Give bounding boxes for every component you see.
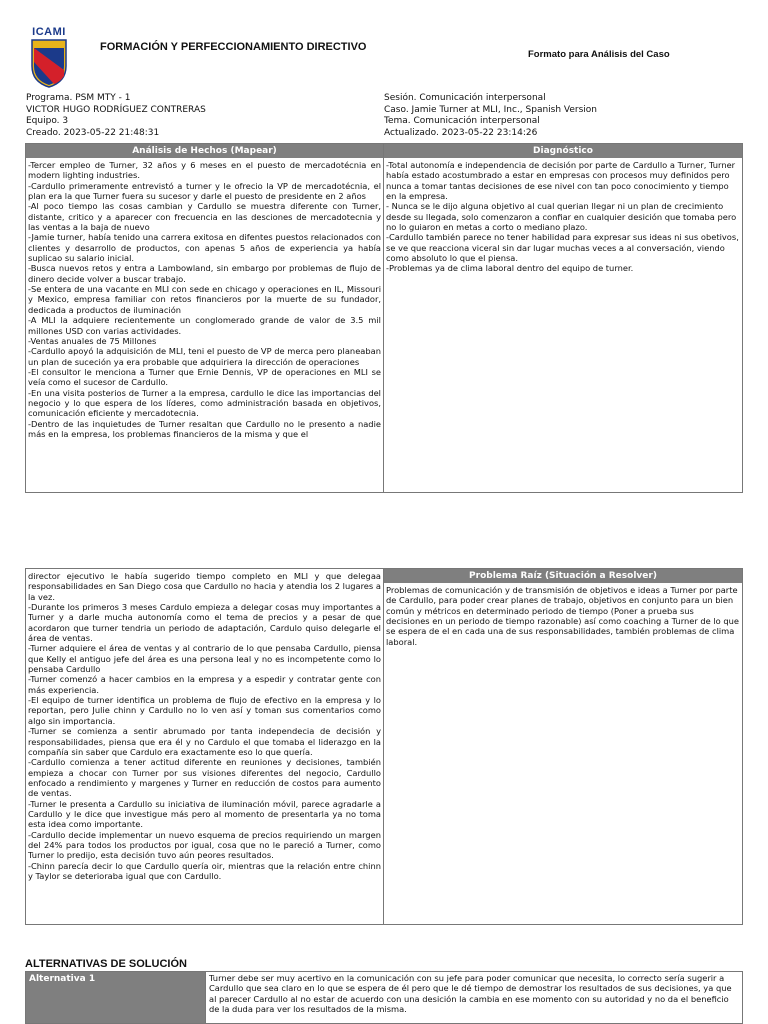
diagnostico-text [384,158,742,274]
meta-left [26,93,206,139]
meta-actualizado: Actualizado. 2023-05-22 23:14:26 [384,127,538,138]
hecho-item: -Jamie turner, había tenido una carrera exitosa en difentes puestos relacionados con clientes y desarrollo de productos, con apenas 5 años de experiencia ya había suplicao su salario inicial. [28,232,381,264]
problema-text: Problemas de comunicación y de transmisión de objetivos e ideas a Turner por parte de Cardullo, para poder crear planes de trabajo, objetivos en conjunto para un bien común y métricos en determinado periodo de tiempo (Poner a prueba sus decisiones en un periodo de tiempo razonable) así como coaching a Turner de lo que se espera de el en cada una de sus responsabilidades, también problemas de clima laboral. [386,585,740,647]
meta-sesion: Sesión. Comunicación interpersonal [384,93,546,103]
hecho-item: director ejecutivo le había sugerido tiempo completo en MLI y que delegaa responsabilidades en San Diego cosa que Cardullo no hacia y atendia los 2 lugares a la vez. [28,571,381,602]
problema-header: Problema Raíz (Situación a Resolver) [384,569,742,583]
hecho-item: -Al poco tiempo las cosas cambian y Cardullo se muestra diferente con Turner, distante, critico y a aparecer con frecuencia en las desciones de mercadotecnia y las ventas a la baja de nuevo [28,201,381,233]
hechos-text-1 [26,158,383,439]
hecho-item: -Cardullo decide implementar un nuevo esquema de precios requiriendo un margen del 24% para todos los productos por igual, cosa que no le pareció a Turner, como Turner lo predijo, esta decisión tuvo aún peores resultados. [28,829,381,861]
hecho-item: -Chinn parecía decir lo que Cardullo quería oir, mientras que la relación entre chinn y Taylor se deterioraba igual que con Cardullo. [28,860,381,881]
hecho-item: -Se entera de una vacante en MLI con sede en chicago y operaciones en IL, Missouri y Mexico, empresa familiar con retos financieros por la muerte de su fundador, dedicada a productos de iluminación [28,284,381,315]
hecho-item: -Busca nuevos retos y entra a Lambowland, sin embargo por problemas de flujo de dinero decide volver a buscar trabajo. [28,263,381,284]
hecho-item: -Turner adquiere el área de ventas y al contrario de lo que pensaba Cardullo, piensa que Kelly el antiguo jefe del área es una persona leal y no es incompetente como lo pensaba Cardullo [28,643,381,675]
diagnostico-item: -Total autonomía e independencia de decisión por parte de Cardullo a Turner, Turner había estado acostumbrado a estar en empresas con procesos muy definidos pero nunca a tomar tantas decisiones de ese nivel con tan poco conocimiento y tiempo en la empresa. [386,160,736,202]
meta-caso: Caso. Jamie Turner at MLI, Inc., Spanish Version [384,104,598,115]
hecho-item: -En una visita posterios de Turner a la empresa, cardullo le dice las importancias del negocio y lo que espera de los líderes, como administración basada en objetivos, comunicación eficiente y mercadotecnia. [28,387,381,419]
hechos-panel-2 [25,568,384,925]
meta-equipo: Equipo. 3 [26,116,69,126]
logo-text: ICAMI [32,26,66,38]
hecho-item: -Turner le presenta a Cardullo su iniciativa de iluminación móvil, parece agradarle a Cardullo y le dice que investigue más pero al momento de presentarla ya no toma esta idea como importante. [28,798,381,830]
hecho-item: -Turner se comienza a sentir abrumado por tanta independecia de decisión y responsabilidades, piensa que era él y no Cardulo el que tomaba el liderazgo en la compañía sin saber que Cardulo era exactamente eso lo que quería. [28,726,381,757]
problema-panel [383,568,743,925]
hecho-item: -El equipo de turner identifica un problema de flujo de efectivo en la empresa y lo reportan, pero Julie chinn y Cardullo no lo ven así y toman sus comentarios como algo sin importancia. [28,695,381,726]
hecho-item: -Ventas anuales de 75 Millones [28,335,157,346]
meta-tema: Tema. Comunicación interpersonal [384,116,540,126]
hecho-item: -Dentro de las inquietudes de Turner resaltan que Cardullo no le presento a nadie más en la empresa, los problemas financieros de la misma y que el [28,418,381,439]
alternativa-row [25,971,743,1024]
hechos-text-2 [26,569,383,881]
hecho-item: -Cardullo comienza a tener actitud diferente en reuniones y decisiones, también empieza a chocar con Turner por sus visiones diferentes del negocio, Cardullo enfocado a rendimiento y margenes y Turner en reducción de costos para aumento de ventas. [28,757,381,799]
diagnostico-panel [383,143,743,493]
meta-creado: Creado. 2023-05-22 21:48:31 [26,127,160,138]
diagnostico-item: -Problemas ya de clima laboral dentro del equipo de turner. [386,263,634,274]
diagnostico-item: - Nunca se le dijo alguna objetivo al cual querian llegar ni un plan de crecimiento desde su llegada, solo comenzaron a confiar en cualquier desición que tomaba pero no lo guiaron en metas a corto o mediano plazo. [386,201,737,233]
meta-nombre: VICTOR HUGO RODRÍGUEZ CONTRERAS [26,104,206,115]
hecho-item: -Turner comenzó a hacer cambios en la empresa y a espedir y contratar gente con más experiencia. [28,674,381,695]
alternativa-text: Turner debe ser muy acertivo en la comunicación con su jefe para poder comunicar que necesita, lo correcto sería sugerir a Cardullo que sea claro en lo que se espera de él pero que le dé tiempo de demostrar los resultados de sus decisiones, ya que al parecer Cardullo al no estar de acuerdo con una desición la cambia en ese momento con su autoridad y no da el beneficio de la duda para ver los resultados de la misma. [205,972,742,1023]
hecho-item: -El consultor le menciona a Turner que Ernie Dennis, VP de operaciones en MLI se veía como el sucesor de Cardullo. [28,366,381,388]
hecho-item: -Durante los primeros 3 meses Cardulo empieza a delegar cosas muy importantes a Turner y a darle mucha autonomía como el tema de precios y a pesar de que acordaron que turner tendria un periodo de adaptación, Cardulo quiso delegarle el área de ventas. [28,602,381,644]
hecho-item: -A MLI la adquiere recientemente un conglomerado grande de valor de 3.5 mil millones USD con varias actividades. [28,315,381,336]
alternativas-title: ALTERNATIVAS DE SOLUCIÓN [25,958,187,970]
alternativa-label: Alternativa 1 [26,972,205,1023]
page-title: FORMACIÓN Y PERFECCIONAMIENTO DIRECTIVO [100,41,367,53]
diagnostico-header: Diagnóstico [384,144,742,158]
meta-programa: Programa. PSM MTY - 1 [26,93,131,103]
hechos-header: Análisis de Hechos (Mapear) [26,144,383,158]
hechos-panel-1 [25,143,384,493]
hecho-item: -Cardullo primeramente entrevistó a turner y le ofrecio la VP de mercadotécnia, el plan era la que Turner fuera su sucesor y darle el puesto de presidente en 2 años [28,180,381,202]
diagnostico-item: -Cardullo también parece no tener habilidad para expresar sus ideas ni sus obetivos, se ve que reacciona viceral sin dar lugar muchas veces a al conversación, viendo como absoluto lo que el piensa. [386,232,739,264]
hecho-item: -Cardullo apoyó la adquisición de MLI, teni el puesto de VP de merca pero planeaban un plan de suceción ya era probable que adquiriera la dirección de operaciones [28,346,381,367]
format-label: Formato para Análisis del Caso [528,49,670,60]
hecho-item: -Tercer empleo de Turner, 32 años y 6 meses en el puesto de mercadotécnia en modern lighting industries. [28,160,381,181]
meta-right [384,93,597,139]
